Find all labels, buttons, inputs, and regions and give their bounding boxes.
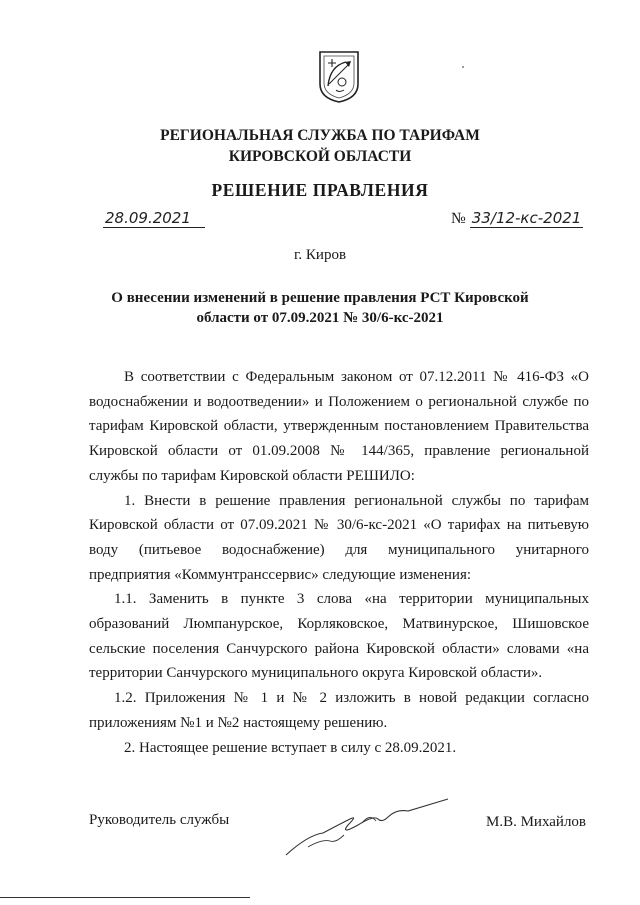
paragraph-item-1-1: 1.1. Заменить в пункте 3 слова «на территории муниципальных образований Люмпанурское, Корляковское, Матвинурское, Шишовское сельские поселения Санчурского района Кировской области» словами «на территории Санчурского муниципального округа Кировской области». [89,591,589,682]
paragraph-preamble: В соответствии с Федеральным законом от 07.12.2011 № 416-ФЗ «О водоснабжении и водоотведении» и Положением о региональной службе по тарифам Кировской области, утвержденным постановлением Правительства Кировской области от 01.09.2008 № 144/365, правление региональной службы по тарифам Кировской области РЕШИЛО: [89,369,589,484]
paragraph-item-1: 1. Внести в решение правления региональной службы по тарифам Кировской области от 07.09.2021 № 30/6-кс-2021 «О тарифах на питьевую воду (питьевое водоснабжение) для муниципального унитарного предприятия «Коммунтранссервис» следующие изменения: [89,492,589,583]
number-sign: № [451,210,466,227]
city: г. Киров [293,247,347,263]
subject-line-1: О внесении изменений в решение правления РСТ Кировской [111,290,529,306]
subject [0,288,640,328]
document-number [451,209,583,228]
subject-line-2: области от 07.09.2021 № 30/6-кс-2021 [196,310,444,326]
footer-divider [0,897,250,898]
paragraph-item-2: 2. Настоящее решение вступает в силу с 28.09.2021. [124,739,457,756]
document-date: 28.09.2021 [103,209,205,228]
number-value: 33/12-кс-2021 [471,209,582,227]
org-line-2: КИРОВСКОЙ ОБЛАСТИ [228,148,412,165]
signer-name: М.В. Михайлов [486,814,587,830]
document-body [89,365,589,760]
signer-position: Руководитель службы [89,812,230,828]
org-line-1: РЕГИОНАЛЬНАЯ СЛУЖБА ПО ТАРИФАМ [160,127,480,144]
document-type: РЕШЕНИЕ ПРАВЛЕНИЯ [211,180,429,200]
signature-icon [278,795,458,865]
scan-speck [462,66,464,68]
paragraph-item-1-2: 1.2. Приложения № 1 и № 2 изложить в новой редакции согласно приложениям №1 и №2 настоящему решению. [89,690,589,731]
organization-name [0,125,640,167]
coat-of-arms-icon [318,50,360,104]
